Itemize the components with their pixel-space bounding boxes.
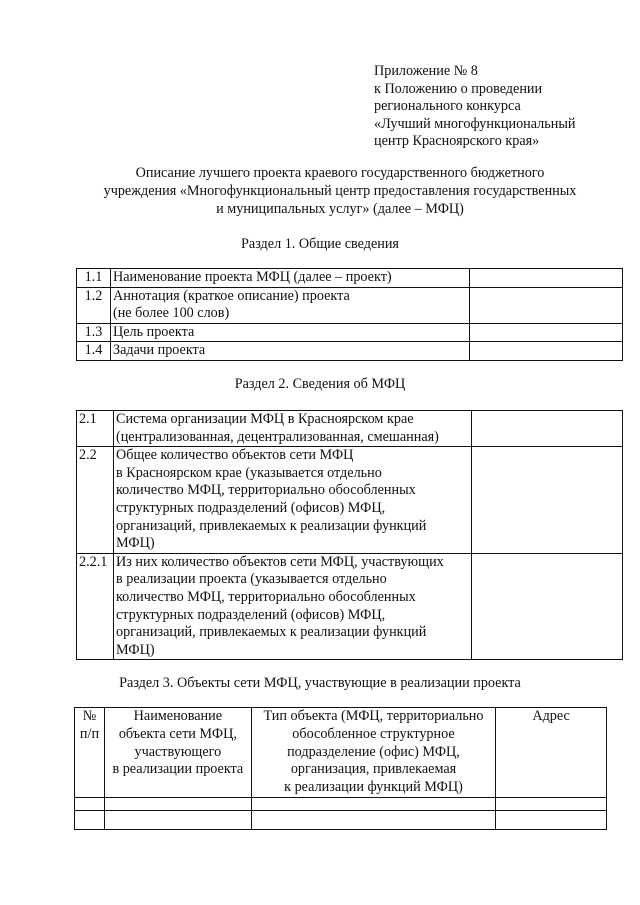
text-line: Наименование (133, 708, 223, 724)
row-label: Задачи проекта (110, 342, 469, 361)
table-cell[interactable] (251, 810, 495, 829)
appendix-header (374, 63, 575, 151)
title-line: и муниципальных услуг» (далее – МФЦ) (216, 200, 464, 217)
text-line: в Красноярском крае (указывается отдельно (115, 464, 382, 481)
appendix-line: «Лучший многофункциональный (374, 115, 576, 132)
text-line: Аннотация (краткое описание) проекта (112, 287, 350, 304)
text-line: в реализации проекта (указывается отдельно (115, 571, 387, 588)
row-label-line (116, 554, 469, 660)
row-number: 1.4 (77, 342, 111, 361)
row-label (113, 553, 471, 660)
appendix-line: Приложение № 8 (374, 63, 478, 79)
row-value-cell[interactable] (470, 323, 623, 342)
text-line: организаций, привлекаемых к реализации функций (115, 624, 427, 641)
row-value-cell[interactable] (472, 411, 623, 447)
header-text (77, 708, 102, 744)
row-number: 1.1 (77, 269, 111, 288)
table-cell[interactable] (104, 810, 251, 829)
table-cell[interactable] (75, 810, 105, 829)
row-number: 2.1 (77, 411, 114, 447)
row-label-line (113, 288, 467, 323)
header-cell-number (75, 708, 105, 798)
text-line: в реализации проекта (112, 761, 244, 778)
header-cell-object-type (251, 708, 495, 798)
header-text (498, 708, 604, 726)
text-line: Общее количество объектов сети МФЦ (115, 447, 354, 464)
text-line: к реализации функций МФЦ) (284, 779, 463, 796)
text-line: количество МФЦ, территориально обособленных (115, 588, 416, 605)
row-value-cell[interactable] (472, 447, 623, 554)
row-value-cell[interactable] (472, 553, 623, 660)
row-number: 2.2 (77, 447, 114, 554)
text-line: (не более 100 слов) (112, 305, 230, 322)
table-row (77, 447, 623, 554)
table-header-row (75, 708, 607, 798)
row-value-cell[interactable] (470, 269, 623, 288)
appendix-line: регионального конкурса (374, 98, 521, 115)
text-line: объекта сети МФЦ, (118, 725, 237, 742)
table-cell[interactable] (496, 810, 607, 829)
row-value-cell[interactable] (470, 287, 623, 323)
text-line: структурных подразделений (офисов) МФЦ, (115, 606, 386, 623)
table-row (75, 797, 607, 810)
table-row (77, 553, 623, 660)
header-cell-object-name (104, 708, 251, 798)
table-cell[interactable] (104, 797, 251, 810)
section1-table (76, 268, 623, 361)
row-label-line (116, 447, 469, 553)
text-line: (централизованная, децентрализованная, смешанная) (115, 428, 439, 445)
text-line: Тип объекта (МФЦ, территориально (263, 708, 484, 724)
row-label-line (116, 411, 469, 446)
header-cell-address (496, 708, 607, 798)
row-label: Цель проекта (110, 323, 469, 342)
header-text (254, 708, 493, 797)
table-row (77, 287, 623, 323)
table-row (75, 810, 607, 829)
text-line: Из них количество объектов сети МФЦ, участвующих (115, 553, 444, 570)
row-label: Наименование проекта МФЦ (далее – проект) (110, 269, 469, 288)
table-cell[interactable] (496, 797, 607, 810)
table-cell[interactable] (251, 797, 495, 810)
row-number: 1.2 (77, 287, 111, 323)
row-value-cell[interactable] (470, 342, 623, 361)
text-line: обособленное структурное (292, 725, 455, 742)
table-row (77, 411, 623, 447)
section1-heading: Раздел 1. Общие сведения (241, 236, 399, 252)
text-line: МФЦ) (115, 535, 155, 552)
row-number: 1.3 (77, 323, 111, 342)
text-line: структурных подразделений (офисов) МФЦ, (115, 499, 386, 516)
text-line: организаций, привлекаемых к реализации функций (115, 517, 427, 534)
appendix-line: центр Красноярского края» (374, 133, 540, 150)
section2-table (76, 410, 623, 660)
row-label (113, 411, 471, 447)
table-row (77, 269, 623, 288)
table-cell[interactable] (75, 797, 105, 810)
title-line: Описание лучшего проекта краевого государственного бюджетного (135, 165, 545, 181)
appendix-line: к Положению о проведении (374, 80, 543, 97)
row-number: 2.2.1 (77, 553, 114, 660)
section3-table (74, 707, 607, 830)
text-line: участвующего (134, 743, 222, 760)
text-line: МФЦ) (115, 641, 155, 658)
section2-heading: Раздел 2. Сведения об МФЦ (234, 376, 406, 392)
section3-heading: Раздел 3. Объекты сети МФЦ, участвующие в реализации проекта (119, 675, 521, 691)
text-line: п/п (79, 725, 100, 742)
text-line: количество МФЦ, территориально обособленных (115, 482, 416, 499)
text-line: подразделение (офис) МФЦ, (287, 743, 460, 760)
text-line: Система организации МФЦ в Красноярском крае (115, 411, 414, 427)
header-text (107, 708, 249, 779)
text-line: Адрес (532, 708, 570, 724)
text-line: организация, привлекаемая (290, 761, 457, 778)
text-line: № (82, 708, 97, 724)
title-line: учреждения «Многофункциональный центр предоставления государственных (103, 182, 577, 199)
table-row (77, 323, 623, 342)
row-label (113, 447, 471, 554)
table-row (77, 342, 623, 361)
row-label (110, 287, 469, 323)
document-title (60, 165, 620, 218)
